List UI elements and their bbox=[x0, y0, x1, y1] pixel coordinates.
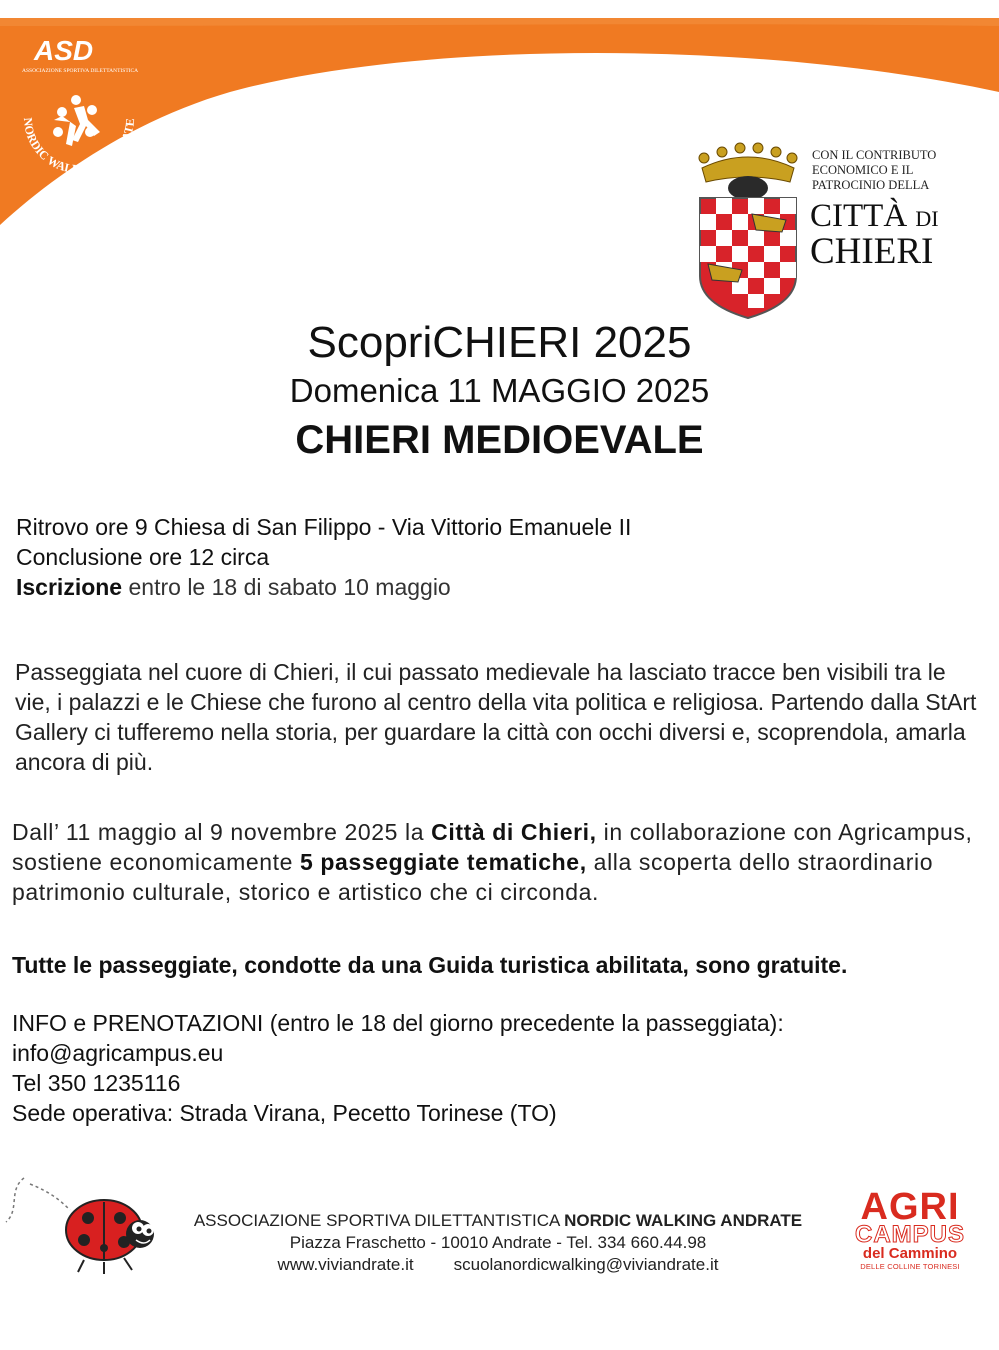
event-subtitle: CHIERI MEDIOEVALE bbox=[295, 418, 704, 462]
contact-phone[interactable]: Tel 350 1235116 bbox=[12, 1070, 181, 1096]
registration-label: Iscrizione bbox=[16, 574, 123, 600]
event-details bbox=[16, 512, 631, 602]
asd-ring-text: NORDIC WALKING ANDRATE bbox=[20, 117, 138, 177]
asd-acronym: ASD bbox=[34, 35, 94, 66]
contrib-line-2: ECONOMICO E IL bbox=[812, 163, 914, 177]
asd-subtitle: ASSOCIAZIONE SPORTIVA DILETTANTISTICA bbox=[22, 68, 139, 74]
agricampus-logo bbox=[848, 1186, 972, 1271]
chieri-crest-icon bbox=[690, 136, 806, 322]
agri-line-3: del Cammino bbox=[862, 1245, 958, 1262]
contribution-note bbox=[812, 148, 982, 193]
agri-line-4: DELLE COLLINE TORINESI bbox=[860, 1262, 960, 1271]
city-name: CHIERI bbox=[810, 231, 934, 272]
agri-line-2: CAMPUS bbox=[854, 1221, 965, 1248]
footer-association bbox=[178, 1210, 818, 1276]
footer-address: Piazza Fraschetto - 10010 Andrate - Tel. 334 660.44.98 bbox=[289, 1233, 707, 1252]
p2-part-c: in collaborazione con Agricampus, sostiene economicamente bbox=[12, 819, 973, 875]
walkers-figure-icon bbox=[53, 95, 100, 146]
contacts-block bbox=[12, 1008, 784, 1128]
sponsorship-paragraph bbox=[12, 817, 984, 907]
contrib-line-3: PATROCINIO DELLA bbox=[812, 178, 930, 192]
ladybug-icon bbox=[0, 1170, 170, 1280]
agri-line-1: AGRI bbox=[860, 1186, 960, 1228]
contrib-line-1: CON IL CONTRIBUTO bbox=[812, 148, 937, 162]
description-paragraph: Passeggiata nel cuore di Chieri, il cui passato medievale ha lasciato tracce ben visibili tra le vie, i palazzi e le Chiese che furono al centro della vita politica e religiosa. Partendo dalla StArt Gallery ci tufferemo nella storia, per guardare la città con occhi diversi e, scoprendola, amarla ancora di più. bbox=[15, 659, 977, 775]
contacts-heading: INFO e PRENOTAZIONI (entro le 18 del giorno precedente la passeggiata): bbox=[12, 1010, 784, 1036]
p2-part-e: alla scoperta dello straordinario patrimonio culturale, storico e artistico che ci circonda. bbox=[12, 849, 934, 905]
footer-org-line bbox=[178, 1210, 818, 1232]
city-word-di: DI bbox=[915, 206, 939, 231]
p2-city-bold: Città di Chieri, bbox=[431, 819, 597, 845]
free-walks-note: Tutte le passeggiate, condotte da una Guida turistica abilitata, sono gratuite. bbox=[12, 952, 848, 978]
city-word-citta: CITTÀ bbox=[810, 198, 908, 234]
event-title: ScopriCHIERI 2025 bbox=[307, 318, 692, 367]
p2-part-a: Dall’ 11 maggio al 9 novembre 2025 la bbox=[12, 819, 432, 845]
registration-line bbox=[16, 572, 631, 602]
event-date: Domenica 11 MAGGIO 2025 bbox=[289, 372, 710, 409]
meeting-point: Ritrovo ore 9 Chiesa di San Filippo - Via Vittorio Emanuele II bbox=[16, 514, 632, 540]
asd-nordic-walking-logo bbox=[14, 28, 144, 178]
footer-links-row bbox=[178, 1254, 818, 1276]
end-time: Conclusione ore 12 circa bbox=[16, 544, 270, 570]
sponsor-block bbox=[690, 136, 980, 326]
footer-org-name: NORDIC WALKING ANDRATE bbox=[564, 1211, 803, 1230]
p2-walks-bold: 5 passeggiate tematiche, bbox=[300, 849, 587, 875]
contact-email-link[interactable]: info@agricampus.eu bbox=[12, 1040, 224, 1066]
registration-text: entro le 18 di sabato 10 maggio bbox=[122, 574, 451, 600]
contact-office: Sede operativa: Strada Virana, Pecetto Torinese (TO) bbox=[12, 1100, 557, 1126]
footer-org-prefix: ASSOCIAZIONE SPORTIVA DILETTANTISTICA bbox=[193, 1211, 565, 1230]
footer-website-link[interactable]: www.viviandrate.it bbox=[277, 1255, 414, 1274]
footer-email-link[interactable]: scuolanordicwalking@viviandrate.it bbox=[453, 1255, 719, 1274]
